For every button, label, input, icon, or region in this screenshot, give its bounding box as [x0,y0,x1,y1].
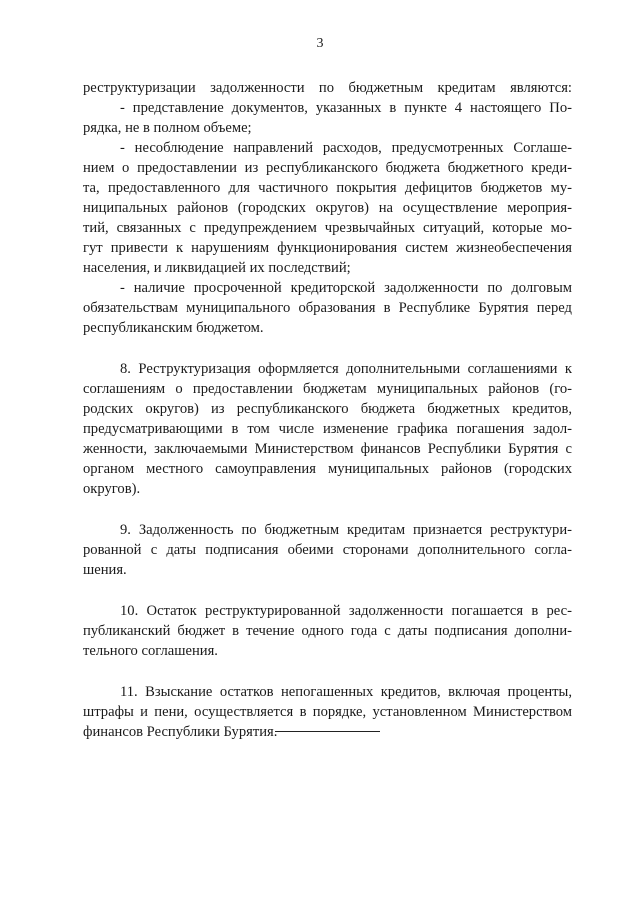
bullet-2-line-4: ниципальных районов (городских округов) на осуществление мероприя- [83,200,572,216]
bullet-3-line-2: обязательствам муниципального образования в Республике Бурятия перед [83,300,572,316]
paragraph-8-line-5: женности, заключаемыми Министерством финансов Республики Бурятия с [83,441,572,457]
closing-separator-line [275,731,380,732]
bullet-3-line-3: республиканским бюджетом. [83,320,264,336]
page-number: 3 [316,36,324,51]
paragraph-8-line-6: органом местного самоуправления муниципальных районов (городских [83,461,572,477]
bullet-1-line-1: - представление документов, указанных в пункте 4 настоящего По- [120,100,572,116]
paragraph-8-line-2: соглашениям о предоставлении бюджетам муниципальных районов (го- [83,381,572,397]
bullet-2-line-6: гут привести к нарушениям функционирования систем жизнеобеспечения [83,240,572,256]
bullet-3-line-1: - наличие просроченной кредиторской задолженности по долговым [120,280,572,296]
paragraph-8-line-1: 8. Реструктуризация оформляется дополнительными соглашениями к [120,361,572,377]
paragraph-9-line-3: шения. [83,562,127,578]
bullet-2-line-1: - несоблюдение направлений расходов, предусмотренных Соглаше- [120,140,572,156]
paragraph-11-line-3: финансов Республики Бурятия. [83,724,278,740]
bullet-1-line-2: рядка, не в полном объеме; [83,120,252,136]
paragraph-9-line-1: 9. Задолженность по бюджетным кредитам признается реструктури- [120,522,572,538]
paragraph-8-line-3: родских округов) из республиканского бюджета бюджетных кредитов, [83,401,572,417]
intro-line: реструктуризации задолженности по бюджетным кредитам являются: [83,80,572,96]
paragraph-10-line-3: тельного соглашения. [83,643,218,659]
paragraph-8-line-7: округов). [83,481,141,497]
bullet-2-line-3: та, предоставленного для частичного покрытия дефицитов бюджетов му- [83,180,572,196]
paragraph-11-line-2: штрафы и пени, осуществляется в порядке, установленном Министерством [83,704,572,720]
bullet-2-line-7: населения, и ликвидацией их последствий; [83,260,351,276]
paragraph-9-line-2: рованной с даты подписания обеими сторонами дополнительного согла- [83,542,572,558]
paragraph-10-line-1: 10. Остаток реструктурированной задолженности погашается в рес- [120,603,572,619]
bullet-2-line-5: тий, связанных с предупреждением чрезвычайных ситуаций, которые мо- [83,220,572,236]
paragraph-10-line-2: публиканский бюджет в течение одного года с даты подписания дополни- [83,623,572,639]
bullet-2-line-2: нием о предоставлении из республиканского бюджета бюджетного креди- [83,160,572,176]
paragraph-8-line-4: предусматривающими в том числе изменение графика погашения задол- [83,421,572,437]
paragraph-11-line-1: 11. Взыскание остатков непогашенных кредитов, включая проценты, [120,684,572,700]
